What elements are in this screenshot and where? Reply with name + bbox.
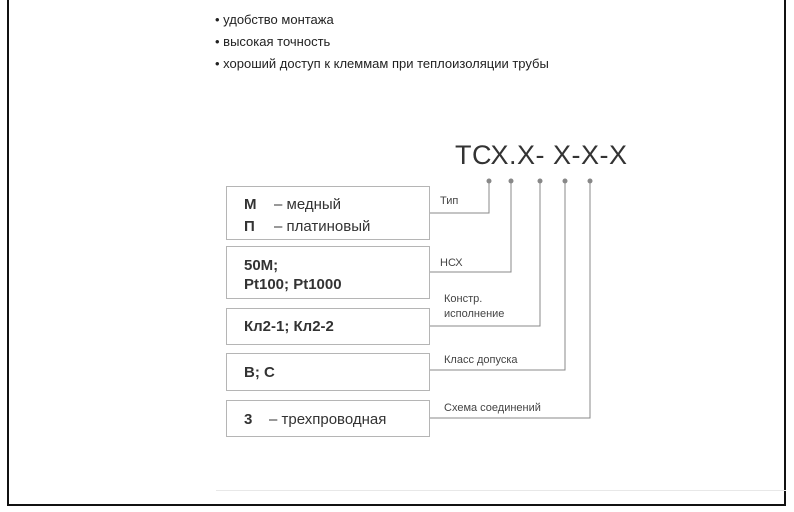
scheme-desc: – трехпроводная [269, 411, 387, 428]
nsh-value: Pt100; Pt1000 [244, 276, 342, 293]
class-value: В; С [244, 364, 275, 381]
construction-label: исполнение [444, 308, 505, 320]
designation-code: ТСХ.Х- Х-Х-Х [455, 140, 628, 170]
connector-dot [509, 179, 514, 184]
connector-dot [588, 179, 593, 184]
scheme-box [226, 400, 430, 437]
construction-label: Констр. [444, 293, 483, 305]
type-code: М [244, 196, 257, 213]
feature-item: • удобство монтажа [215, 12, 334, 27]
class-box [226, 353, 430, 391]
type-box [226, 186, 430, 240]
type-label: Тип [440, 195, 459, 207]
nsh-label: НСХ [440, 257, 463, 269]
nsh-box [226, 246, 430, 299]
type-desc: – платиновый [274, 218, 371, 235]
scheme-label: Схема соединений [444, 402, 541, 414]
class-label: Класс допуска [444, 354, 518, 366]
construction-box [226, 308, 430, 345]
connector-dot [487, 179, 492, 184]
connector-dot [538, 179, 543, 184]
nsh-value: 50М; [244, 257, 279, 274]
connector-dot [563, 179, 568, 184]
feature-item: • высокая точность [215, 34, 331, 49]
scheme-code: 3 [244, 411, 253, 428]
type-code: П [244, 218, 255, 235]
connector-type [430, 181, 489, 213]
feature-item: • хороший доступ к клеммам при теплоизоляции трубы [215, 56, 549, 71]
connector-class [430, 181, 565, 370]
construction-value: Кл2-1; Кл2-2 [244, 318, 334, 335]
type-desc: – медный [274, 196, 342, 213]
